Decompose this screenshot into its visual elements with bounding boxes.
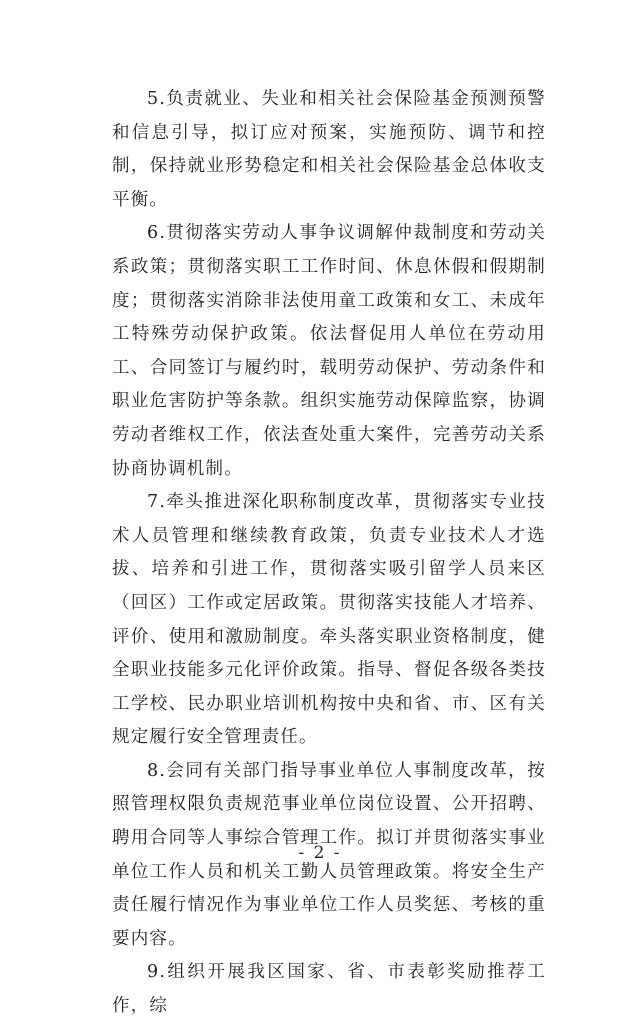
paragraph-item-5: 5.负责就业、失业和相关社会保险基金预测预警和信息引导，拟订应对预案，实施预防、调节和控制，保持就业形势稳定和相关社会保险基金总体收支平衡。: [112, 89, 546, 210]
document-body: [112, 83, 546, 1024]
paragraph-item-8: 8.会同有关部门指导事业单位人事制度改革，按照管理权限负责规范事业单位岗位设置、公开招聘、聘用合同等人事综合管理工作。拟订并贯彻落实事业单位工作人员和机关工勤人员管理政策。将安全生产责任履行情况作为事业单位工作人员奖惩、考核的重要内容。: [112, 760, 546, 949]
paragraph-item-7: 7.牵头推进深化职称制度改革，贯彻落实专业技术人员管理和继续教育政策，负责专业技术人才选拔、培养和引进工作，贯彻落实吸引留学人员来区（回区）工作或定居政策。贯彻落实技能人才培养、评价、使用和激励制度。牵头落实职业资格制度，健全职业技能多元化评价政策。指导、督促各级各类技工学校、民办职业培训机构按中央和省、市、区有关规定履行安全管理责任。: [112, 492, 546, 748]
paragraph-item-9: 9.组织开展我区国家、省、市表彰奖励推荐工作，综: [112, 962, 546, 1017]
page-number: - 2 -: [298, 843, 342, 863]
paragraph-item-6: 6.贯彻落实劳动人事争议调解仲裁制度和劳动关系政策；贯彻落实职工工作时间、休息休假和假期制度；贯彻落实消除非法使用童工政策和女工、未成年工特殊劳动保护政策。依法督促用人单位在劳动用工、合同签订与履约时，载明劳动保护、劳动条件和职业危害防护等条款。组织实施劳动保障监察，协调劳动者维权工作，依法查处重大案件，完善劳动关系协商协调机制。: [112, 223, 546, 479]
